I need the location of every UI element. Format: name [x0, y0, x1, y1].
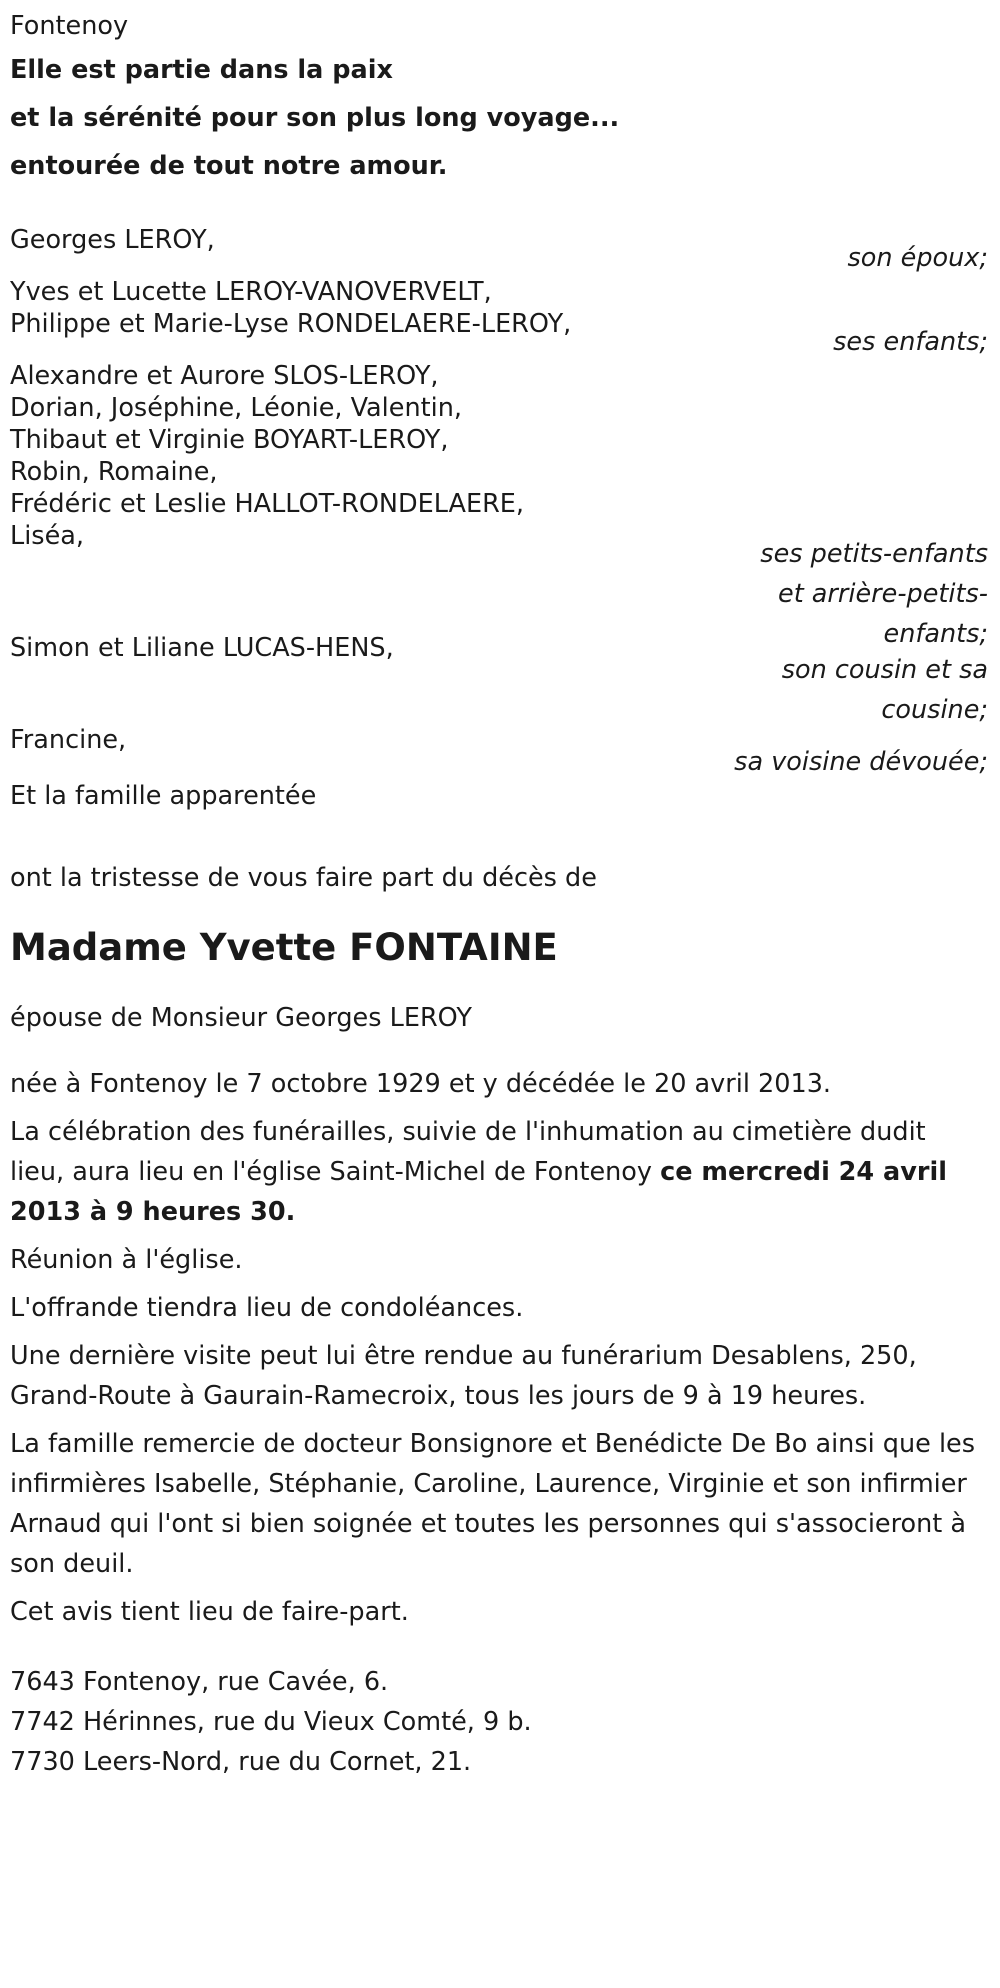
family-role: sa voisine dévouée; [734, 747, 988, 777]
family-name: Frédéric et Leslie HALLOT-RONDELAERE, [10, 489, 525, 519]
family-name: Philippe et Marie-Lyse RONDELAERE-LEROY, [10, 309, 572, 339]
family-role: cousine; [881, 695, 988, 725]
family-name: Alexandre et Aurore SLOS-LEROY, [10, 361, 439, 391]
deceased-name: Madame Yvette FONTAINE [10, 926, 558, 969]
family-name: Dorian, Joséphine, Léonie, Valentin, [10, 393, 462, 423]
offering: L'offrande tiendra lieu de condoléances. [10, 1293, 524, 1323]
place-name: Fontenoy [10, 11, 129, 41]
thanks-paragraph: La famille remercie de docteur Bonsignore et Benédicte De Bo ainsi que les infirmières Isabelle, Stéphanie, Caroline, Laurence, Virginie et son infirmier Arnaud qui l'ont si bien soignée et toutes les personnes qui s'associeront à son deuil. [10, 1429, 976, 1579]
family-group-neighbour [10, 720, 990, 782]
obituary-content [10, 6, 990, 1782]
family-role: ses enfants; [833, 327, 988, 357]
family-group-grandchildren [10, 356, 990, 654]
intro-line: Elle est partie dans la paix [10, 55, 393, 85]
visit-paragraph: Une dernière visite peut lui être rendue au funérarium Desablens, 250, Grand-Route à Gaurain-Ramecroix, tous les jours de 9 à 19 heures. [10, 1341, 917, 1411]
family-role: et arrière-petits- [778, 579, 988, 609]
ceremony-when: ce mercredi 24 avril 2013 à 9 heures 30. [10, 1157, 947, 1227]
family-name: Liséa, [10, 521, 84, 551]
spouse-line: épouse de Monsieur Georges LEROY [10, 1003, 472, 1033]
intro-line: entourée de tout notre amour. [10, 151, 448, 181]
family-name: Georges LEROY, [10, 225, 215, 255]
intro-line: et la sérénité pour son plus long voyage... [10, 103, 620, 133]
birth-death: née à Fontenoy le 7 octobre 1929 et y décédée le 20 avril 2013. [10, 1069, 832, 1099]
addresses [10, 1662, 990, 1782]
family-name: Francine, [10, 725, 127, 755]
family-group-children [10, 272, 990, 362]
family-role: son cousin et sa [781, 655, 988, 685]
family-role: enfants; [883, 619, 988, 649]
extended-family: Et la famille apparentée [10, 781, 317, 811]
family-name: Thibaut et Virginie BOYART-LEROY, [10, 425, 449, 455]
address-line: 7643 Fontenoy, rue Cavée, 6. [10, 1667, 389, 1697]
ceremony-paragraph [10, 1112, 970, 1232]
family-name: Yves et Lucette LEROY-VANOVERVELT, [10, 277, 492, 307]
family-role: son époux; [847, 243, 988, 273]
address-line: 7742 Hérinnes, rue du Vieux Comté, 9 b. [10, 1707, 532, 1737]
ceremony-text: La célébration des funérailles, suivie de l'inhumation au cimetière dudit lieu, aura lieu en l'église Saint-Michel de Fontenoy [10, 1117, 926, 1187]
family-group-spouse [10, 220, 990, 278]
announcement: ont la tristesse de vous faire part du décès de [10, 863, 597, 893]
intro-verse [10, 46, 990, 190]
family-group-cousins [10, 628, 990, 730]
family-name: Robin, Romaine, [10, 457, 218, 487]
address-line: 7730 Leers-Nord, rue du Cornet, 21. [10, 1747, 472, 1777]
family-name: Simon et Liliane LUCAS-HENS, [10, 633, 394, 663]
family-role: ses petits-enfants [760, 539, 988, 569]
notice: Cet avis tient lieu de faire-part. [10, 1597, 409, 1627]
meeting: Réunion à l'église. [10, 1245, 243, 1275]
